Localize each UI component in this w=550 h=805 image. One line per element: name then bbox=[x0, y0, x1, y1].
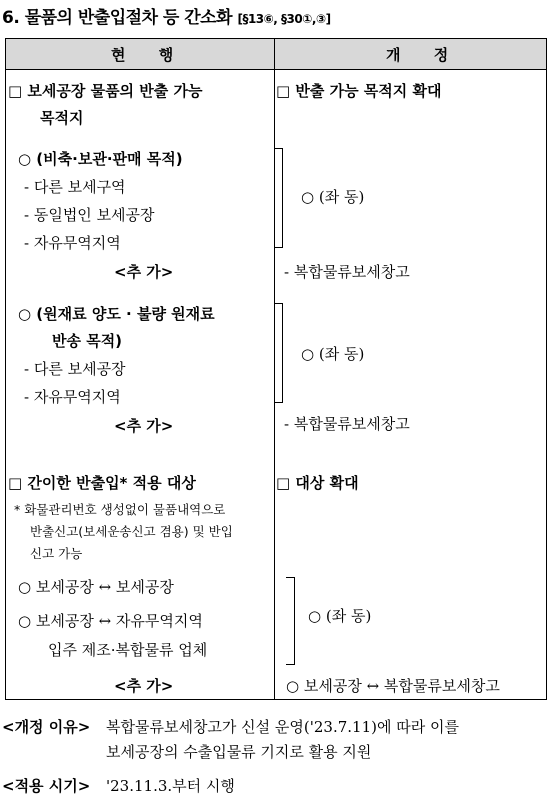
s1-group1-item2: - 동일법인 보세공장 bbox=[24, 206, 155, 224]
s1-group1-item3: - 자유무역지역 bbox=[24, 234, 121, 252]
s1-add2: <추 가> bbox=[114, 417, 174, 435]
section-title bbox=[2, 3, 331, 28]
reason-line1: 복합물류보세창고가 신설 운영('23.7.11)에 따라 이를 bbox=[106, 718, 459, 736]
s1-heading-line1: □ 보세공장 물품의 반출 가능 bbox=[8, 82, 203, 100]
s2-revised-heading: □ 대상 확대 bbox=[276, 474, 359, 492]
s1-revised-heading: □ 반출 가능 목적지 확대 bbox=[276, 82, 442, 100]
s2-add-revised: ○ 보세공장 ↔ 복합물류보세창고 bbox=[286, 677, 500, 695]
s2-heading: □ 간이한 반출입* 적용 대상 bbox=[8, 474, 196, 492]
s1-add2-revised: - 복합물류보세창고 bbox=[284, 415, 410, 433]
s1-group1-title: ○ (비축·보관·판매 목적) bbox=[18, 150, 183, 168]
s2-note-line1: * 화물관리번호 생성없이 물품내역으로 bbox=[14, 502, 226, 517]
title-reference: [§13⑥, §30①,③] bbox=[237, 12, 331, 26]
s1-group1-bracket bbox=[274, 148, 283, 248]
title-text: 6. 물품의 반출입절차 등 간소화 bbox=[2, 8, 233, 28]
date-value: '23.11.3.부터 시행 bbox=[106, 777, 235, 795]
s1-heading-line2: 목적지 bbox=[40, 109, 84, 127]
reason-label: <개정 이유> bbox=[2, 718, 91, 736]
s2-add: <추 가> bbox=[114, 677, 174, 695]
s2-bracket bbox=[286, 577, 295, 665]
s1-group2-bracket bbox=[274, 303, 283, 403]
s2-revised: ○ (좌 동) bbox=[308, 607, 372, 625]
s1-group2-title-line1: ○ (원재료 양도 · 불량 원재료 bbox=[18, 305, 215, 323]
comparison-table bbox=[5, 38, 547, 700]
s1-group2-title-line2: 반송 목적) bbox=[52, 332, 123, 350]
table-header bbox=[6, 39, 546, 70]
reason-line2: 보세공장의 수출입물류 기지로 활용 지원 bbox=[106, 743, 372, 761]
s2-note-line3: 신고 가능 bbox=[30, 546, 83, 561]
s1-add1: <추 가> bbox=[114, 263, 174, 281]
header-revised: 개 정 bbox=[386, 46, 463, 64]
s2-note-line2: 반출신고(보세운송신고 겸용) 및 반입 bbox=[30, 524, 233, 539]
s1-group1-revised: ○ (좌 동) bbox=[301, 188, 365, 206]
s2-item2-line2: 입주 제조·복합물류 업체 bbox=[48, 641, 208, 659]
s1-group2-item1: - 다른 보세공장 bbox=[24, 360, 126, 378]
s1-group2-item2: - 자유무역지역 bbox=[24, 388, 121, 406]
s1-group2-revised: ○ (좌 동) bbox=[301, 345, 365, 363]
s2-item1: ○ 보세공장 ↔ 보세공장 bbox=[18, 578, 174, 596]
s2-item2-line1: ○ 보세공장 ↔ 자유무역지역 bbox=[18, 612, 203, 630]
header-current: 현 행 bbox=[111, 46, 188, 64]
date-label: <적용 시기> bbox=[2, 777, 91, 795]
s1-add1-revised: - 복합물류보세창고 bbox=[284, 263, 410, 281]
s1-group1-item1: - 다른 보세구역 bbox=[24, 178, 126, 196]
